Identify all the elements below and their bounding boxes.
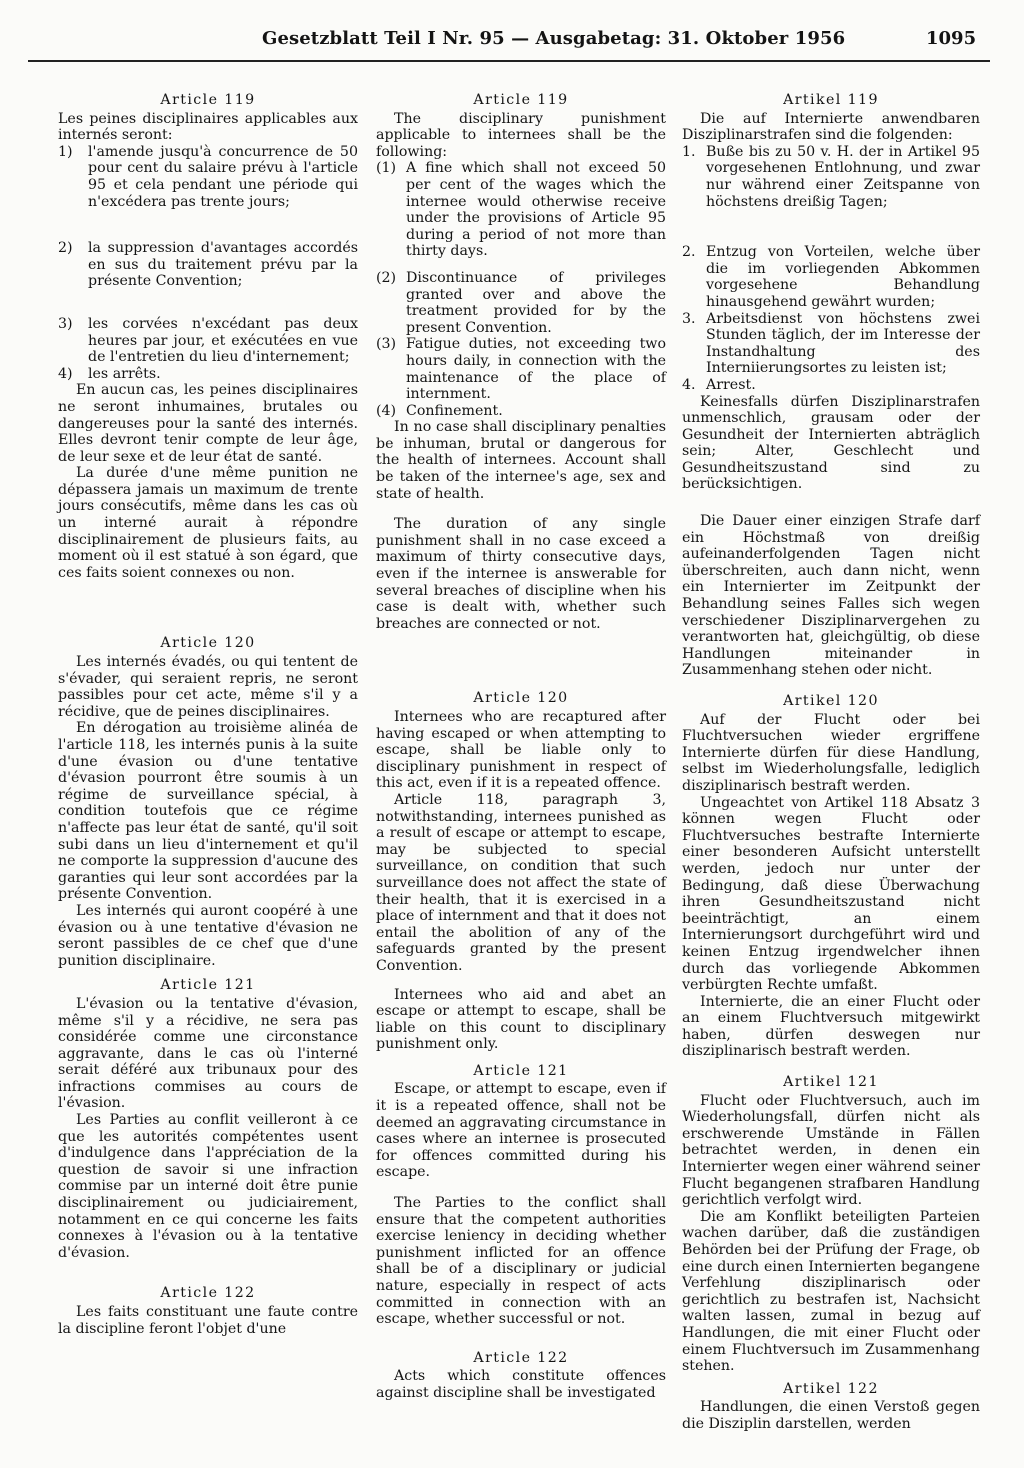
article-title: Article 120 [473, 690, 569, 707]
paragraph: Flucht oder Fluchtversuch, auch im Wiederholungsfall, dürfen nicht als erschwerende Umstände in Fällen betrachtet werden, in denen ein Internierter wegen einer während seiner Flucht begangenen strafbaren Handlung gerichtlich verfolgt wird. [682, 1092, 980, 1209]
paragraph: La durée d'une même punition ne dépassera jamais un maximum de trente jours consécutifs, même dans les cas où un interné aurait à répondre disciplinairement de plusieurs faits, au moment où il est statué à son égard, que ces faits soient connexes ou non. [58, 465, 358, 581]
paragraph: In no case shall disciplinary penalties be inhuman, brutal or dangerous for the health of internees. Account shall be taken of the internee's age, sex and state of health. [376, 419, 666, 502]
paragraph: Acts which constitute offences against discipline shall be investigated [376, 1368, 666, 1401]
list-item [682, 377, 980, 394]
list-text: Entzug von Vorteilen, welche über die im vorliegenden Abkommen vorgesehene Behandlung hinausgehend gewährt wurden; [706, 244, 980, 310]
list-number: (2) [376, 269, 397, 286]
header-rule [28, 60, 990, 62]
list-number: 2. [682, 244, 696, 261]
page-header [0, 28, 1024, 55]
list-number: (4) [376, 402, 397, 419]
paragraph: Internees who aid and abet an escape or attempt to escape, shall be liable on this count to disciplinary punishment only. [376, 986, 666, 1053]
paragraph: Die am Konflikt beteiligten Parteien wachen darüber, daß die zuständigen Behörden bei der Prüfung der Frage, ob eine durch einen Internierten begangene Verfehlung disziplinarisch oder gerichtlich zu bestrafen ist, Nachsicht walten lassen, zumal in bezug auf Handlungen, die mit einer Flucht oder einem Fluchtversuch im Zusammenhang stehen. [682, 1208, 980, 1375]
list-text: les arrêts. [88, 365, 161, 382]
header-title: Gesetzblatt Teil I Nr. 95 — Ausgabetag: 31. Oktober 1956 [262, 28, 846, 49]
list-text: Fatigue duties, not exceeding two hours daily, in connection with the maintenance of the place of internment. [406, 336, 666, 403]
list-number: 4) [58, 365, 73, 382]
paragraph: L'évasion ou la tentative d'évasion, même s'il y a récidive, ne sera pas considérée comme une circonstance aggravante, dans le cas où l'interné serait déféré aux tribunaux pour des infractions commises au cours de l'évasion. [58, 995, 358, 1112]
article-title: Article 119 [160, 92, 256, 108]
page-number: 1095 [926, 28, 977, 49]
list-item [58, 316, 358, 366]
list-text: la suppression d'avantages accordés en sus du traitement prévu par la présente Convention; [88, 240, 358, 290]
list-item [682, 311, 980, 377]
list-item [58, 366, 358, 383]
list-item [376, 160, 666, 260]
paragraph: Les internés qui auront coopéré à une évasion ou à une tentative d'évasion ne seront passibles de ce chef que d'une punition disciplinaire. [58, 902, 358, 969]
paragraph: Die auf Internierte anwendbaren Disziplinarstrafen sind die folgenden: [682, 110, 980, 144]
list-item [58, 240, 358, 290]
paragraph: Keinesfalls dürfen Disziplinarstrafen unmenschlich, grausam oder der Gesundheit der Internierten abträglich sein; Alter, Geschlecht und Gesundheitszustand sind zu berücksichtigen. [682, 393, 980, 493]
list-number: (3) [376, 336, 397, 353]
paragraph: En aucun cas, les peines disciplinaires ne seront inhumaines, brutales ou dangereuses pour la santé des internés. Elles devront tenir compte de leur âge, de leur sexe et de leur état de santé. [58, 382, 358, 465]
article-title: Article 119 [473, 92, 569, 108]
paragraph: Les faits constituant une faute contre la discipline feront l'objet d'une [58, 1304, 358, 1337]
paragraph: Escape, or attempt to escape, even if it is a repeated offence, shall not be deemed an aggravating circumstance in cases where an internee is prosecuted for offences committed during his escape. [376, 1081, 666, 1181]
paragraph: Handlungen, die einen Verstoß gegen die Disziplin darstellen, werden [682, 1399, 980, 1432]
list-text: Discontinuance of privileges granted over and above the treatment provided for by the present Convention. [406, 269, 666, 336]
paragraph: En dérogation au troisième alinéa de l'article 118, les internés punis à la suite d'une évasion ou d'une tentative d'évasion pourront être soumis à un régime de surveillance spécial, à condition toutefois que ce régime n'affecte pas leur état de santé, qu'il soit subi dans un lieu d'internement et qu'il ne comporte la suppression d'aucune des garanties qui leur sont accordées par la présente Convention. [58, 720, 358, 903]
paragraph: The Parties to the conflict shall ensure that the competent authorities exercise leniency in deciding whether punishment inflicted for an offence shall be of a disciplinary or judicial nature, especially in respect of acts committed in connection with an escape, whether successful or not. [376, 1195, 666, 1328]
paragraph: Les peines disciplinaires applicables aux internés seront: [58, 110, 358, 144]
paragraph: Ungeachtet von Artikel 118 Absatz 3 können wegen Flucht oder Fluchtversuches bestrafte Internierte einer besonderen Aufsicht unterstellt werden, jedoch nur unter der Bedingung, daß diese Überwachung ihren Gesundheitszustand nicht beeinträchtigt, an einem Internierungsort durchgeführt wird und keinen Entzug irgendwelcher ihnen durch das vorliegende Abkommen verbürgten Rechte umfaßt. [682, 794, 980, 994]
list-item [682, 244, 980, 310]
column-english [376, 92, 666, 1468]
list-number: 3. [682, 310, 696, 327]
list-item [376, 270, 666, 336]
list-number: 4. [682, 376, 696, 393]
list-item [376, 403, 666, 420]
list-text: Arrest. [706, 376, 756, 393]
article-title: Article 120 [160, 635, 256, 652]
list-number: 2) [58, 240, 73, 257]
list-text: Buße bis zu 50 v. H. der in Artikel 95 vorgesehenen Entlohnung, und zwar nur während einer Zeitspanne von höchstens dreißig Tagen; [706, 143, 980, 210]
article-title: Article 121 [473, 1062, 569, 1079]
paragraph: Article 118, paragraph 3, notwithstanding, internees punished as a result of escape or attempt to escape, may be subjected to special surveillance, on condition that such surveillance does not affect the state of their health, that it is exercised in a place of internment and that it does not entail the abolition of any of the safeguards granted by the present Convention. [376, 791, 666, 974]
paragraph: The duration of any single punishment shall in no case exceed a maximum of thirty consecutive days, even if the internee is answerable for several breaches of discipline when his case is dealt with, whether such breaches are connected or not. [376, 516, 666, 632]
list-number: 1. [682, 143, 696, 160]
column-german [682, 92, 980, 1468]
list-number: (1) [376, 160, 397, 177]
list-text: Confinement. [406, 402, 503, 419]
paragraph: The disciplinary punishment applicable to internees shall be the following: [376, 110, 666, 160]
paragraph: Internierte, die an einer Flucht oder an einem Fluchtversuch mitgewirkt haben, dürfen deswegen nur disziplinarisch bestraft werden. [682, 993, 980, 1060]
paragraph: Les Parties au conflit veilleront à ce que les autorités compétentes usent d'indulgence dans l'appréciation de la question de savoir si une infraction commise par un interné doit être punie disciplinairement ou judiciairement, notamment en ce qui concerne les faits connexes à l'évasion ou à la tentative d'évasion. [58, 1112, 358, 1261]
list-number: 3) [58, 315, 73, 332]
article-title: Artikel 120 [783, 693, 879, 709]
list-number: 1) [58, 143, 73, 160]
paragraph: Les internés évadés, ou qui tentent de s'évader, qui seraient repris, ne seront passibles pour cet acte, même s'il y a récidive, que de peines disciplinaires. [58, 654, 358, 720]
list-text: Arbeitsdienst von höchstens zwei Stunden täglich, der im Interesse der Instandhaltung des Interniierungsortes zu leisten ist; [706, 310, 980, 377]
list-item [682, 144, 980, 210]
column-french [58, 92, 358, 1468]
list-text: A fine which shall not exceed 50 per cent of the wages which the internee would otherwise receive under the provisions of Article 95 during a period of not more than thirty days. [406, 160, 666, 260]
paragraph: Auf der Flucht oder bei Fluchtversuchen wieder ergriffene Internierte dürfen für diese Handlung, selbst im Wiederholungsfalle, lediglich disziplinarisch bestraft werden. [682, 711, 980, 794]
list-item [376, 336, 666, 402]
list-item [58, 144, 358, 210]
article-title: Article 121 [160, 977, 256, 994]
article-title: Artikel 119 [783, 92, 879, 108]
article-title: Article 122 [473, 1349, 569, 1366]
article-title: Article 122 [160, 1285, 256, 1302]
article-title: Artikel 121 [783, 1074, 879, 1091]
article-title: Artikel 122 [783, 1380, 879, 1397]
list-text: les corvées n'excédant pas deux heures par jour, et exécutées en vue de l'entretien du lieu d'internement; [88, 315, 358, 366]
paragraph: Die Dauer einer einzigen Strafe darf ein Höchstmaß von dreißig aufeinanderfolgenden Tagen nicht überschreiten, auch dann nicht, wenn ein Internierter im Zeitpunkt der Behandlung seines Falles sich wegen verschiedener Disziplinarvergehen zu verantworten hat, gleichgültig, ob diese Handlungen miteinander in Zusammenhang stehen oder nicht. [682, 513, 980, 679]
list-text: l'amende jusqu'à concurrence de 50 pour cent du salaire prévu à l'article 95 et cela pendant une période qui n'excédera pas trente jours; [88, 143, 358, 210]
paragraph: Internees who are recaptured after having escaped or when attempting to escape, shall be liable only to disciplinary punishment in respect of this act, even if it is a repeated offence. [376, 709, 666, 792]
